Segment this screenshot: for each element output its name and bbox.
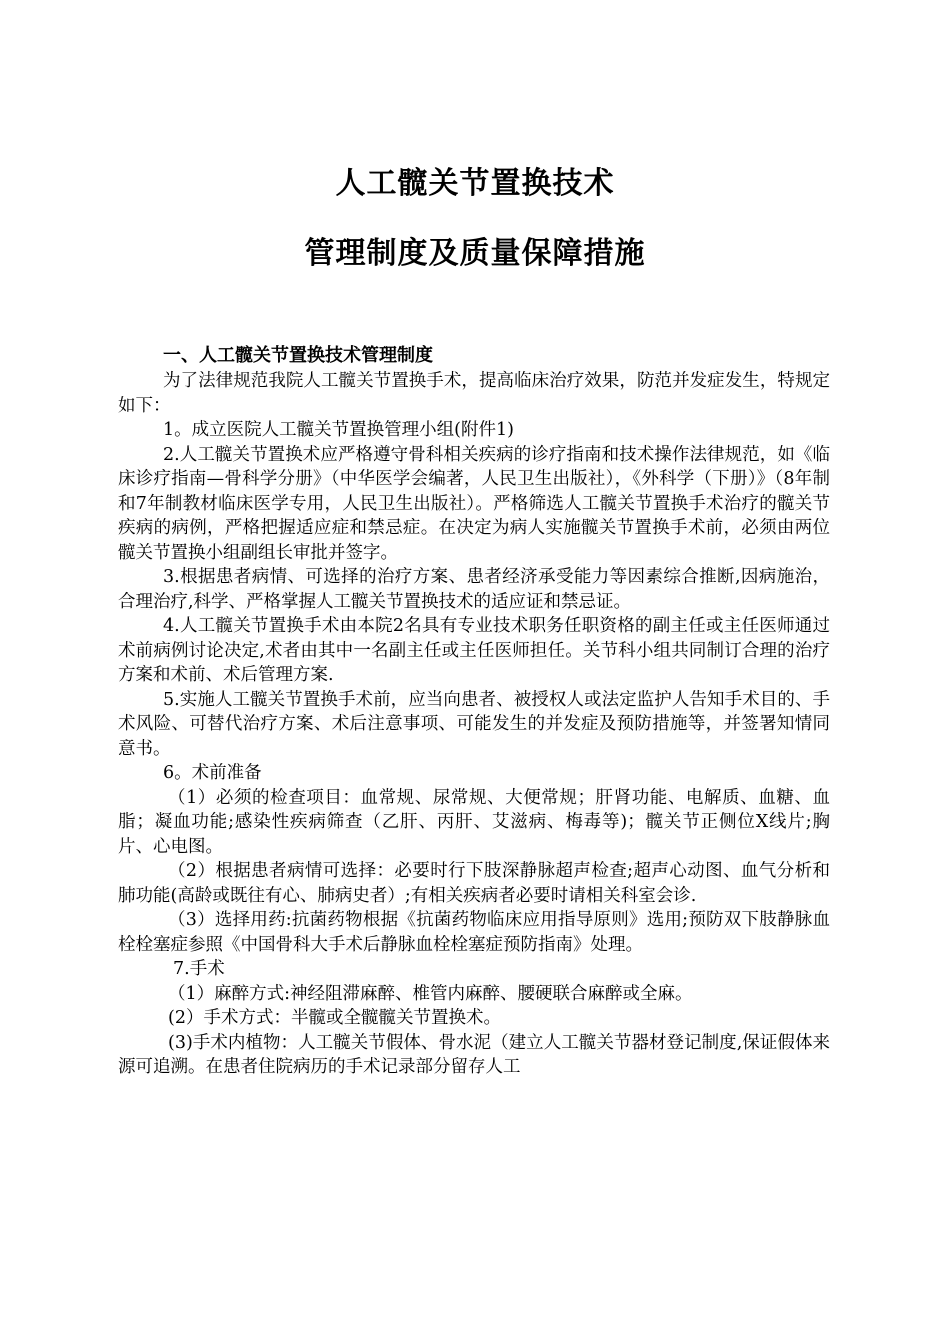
paragraph-item-5: 5.实施人工髋关节置换手术前，应当向患者、被授权人或法定监护人告知手术目的、手术风险、可替代治疗方案、术后注意事项、可能发生的并发症及预防措施等，并签署知情同意书。 bbox=[118, 689, 830, 759]
document-title-line2: 管理制度及质量保障措施 bbox=[304, 236, 646, 271]
paragraph-item-1: 1。成立医院人工髋关节置换管理小组(附件1) bbox=[163, 420, 514, 440]
paragraph-intro: 为了法律规范我院人工髋关节置换手术，提高临床治疗效果，防范并发症发生，特规定如下： bbox=[118, 371, 830, 416]
paragraph-item-7: 7.手术 bbox=[173, 959, 225, 979]
paragraph-item-2: 2.人工髋关节置换术应严格遵守骨科相关疾病的诊疗指南和技术操作法律规范，如《临床诊疗指南—骨科学分册》（中华医学会编著，人民卫生出版社），《外科学（下册）》（8年制和7年制教材临床医学专用，人民卫生出版社）。严格筛选人工髋关节置换手术治疗的髋关节疾病的病例，严格把握适应症和禁忌症。在决定为病人实施髋关节置换手术前，必须由两位髋关节置换小组副组长审批并签字。 bbox=[118, 444, 830, 563]
paragraph-item-7-1: （1）麻醉方式:神经阻滞麻醉、椎管内麻醉、腰硬联合麻醉或全麻。 bbox=[168, 983, 693, 1004]
document-title-line1: 人工髋关节置换技术 bbox=[335, 166, 615, 201]
paragraph-item-7-2: (2）手术方式：半髋或全髋髋关节置换术。 bbox=[168, 1008, 501, 1028]
paragraph-item-6: 6。术前准备 bbox=[163, 763, 262, 783]
paragraph-item-6-1: （1）必须的检查项目：血常规、尿常规、大便常规；肝肾功能、电解质、血糖、血脂；凝血功能;感染性疾病筛查（乙肝、丙肝、艾滋病、梅毒等)；髋关节正侧位X线片;胸片、心电图。 bbox=[118, 787, 830, 857]
document-body bbox=[118, 343, 830, 1080]
paragraph-item-6-3: （3）选择用药:抗菌药物根据《抗菌药物临床应用指导原则》选用;预防双下肢静脉血栓栓塞症参照《中国骨科大手术后静脉血栓栓塞症预防指南》处理。 bbox=[118, 910, 830, 955]
paragraph-item-7-3: (3)手术内植物：人工髋关节假体、骨水泥（建立人工髋关节器材登记制度,保证假体来源可追溯。在患者住院病历的手术记录部分留存人工 bbox=[118, 1032, 830, 1077]
paragraph-item-3: 3.根据患者病情、可选择的治疗方案、患者经济承受能力等因素综合推断,因病施治，合理治疗,科学、严格掌握人工髋关节置换技术的适应证和禁忌证。 bbox=[118, 567, 830, 612]
paragraph-item-4: 4.人工髋关节置换手术由本院2名具有专业技术职务任职资格的副主任或主任医师通过术前病例讨论决定,术者由其中一名副主任或主任医师担任。关节科小组共同制订合理的治疗方案和术前、术后管理方案. bbox=[118, 616, 830, 685]
paragraph-item-6-2: （2）根据患者病情可选择：必要时行下肢深静脉超声检查;超声心动图、血气分析和肺功能(高龄或既往有心、肺病史者）;有相关疾病者必要时请相关科室会诊. bbox=[118, 861, 830, 906]
section-heading: 一、人工髋关节置换技术管理制度 bbox=[163, 345, 433, 366]
